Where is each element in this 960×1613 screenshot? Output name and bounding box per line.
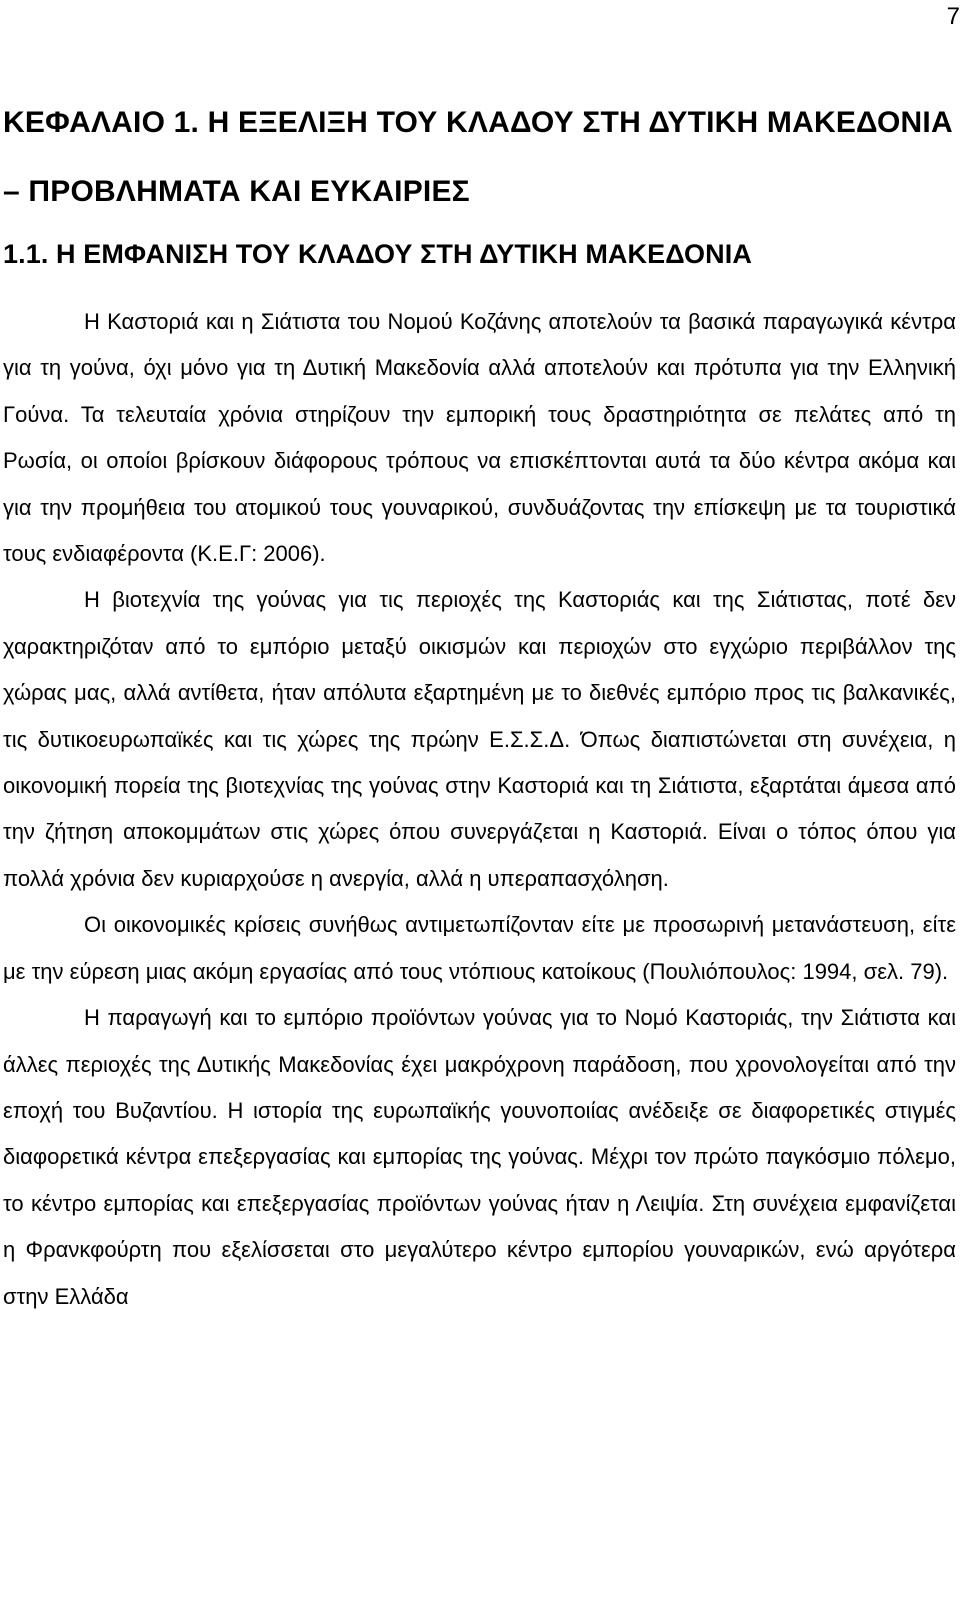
page-number: 7 — [946, 3, 960, 30]
document-content — [3, 88, 956, 1320]
paragraph: Οι οικονομικές κρίσεις συνήθως αντιμετωπίζονταν είτε με προσωρινή μετανάστευση, είτε με την εύρεση μιας ακόμη εργασίας από τους ντόπιους κατοίκους (Πουλιόπουλος: 1994, σελ. 79). — [3, 912, 956, 984]
paragraph: Η βιοτεχνία της γούνας για τις περιοχές της Καστοριάς και της Σιάτιστας, ποτέ δεν χαρακτηριζόταν από το εμπόριο μεταξύ οικισμών και περιοχών στο εγχώριο περιβάλλον της χώρας μας, αλλά αντίθετα, ήταν απόλυτα εξαρτημένη με το διεθνές εμπόριο προς τις βαλκανικές, τις δυτικοευρωπαϊκές και τις χώρες της πρώην Ε.Σ.Σ.Δ. Όπως διαπιστώνεται στη συνέχεια, η οικονομική πορεία της βιοτεχνίας της γούνας στην Καστοριά και τη Σιάτιστα, εξαρτάται άμεσα από την ζήτηση αποκομμάτων στις χώρες όπου συνεργάζεται η Καστοριά. Είναι ο τόπος όπου για πολλά χρόνια δεν κυριαρχούσε η ανεργία, αλλά η υπεραπασχόληση. — [3, 587, 956, 891]
body-text — [3, 299, 956, 1320]
paragraph: Η παραγωγή και το εμπόριο προϊόντων γούνας για το Νομό Καστοριάς, την Σιάτιστα και άλλες περιοχές της Δυτικής Μακεδονίας έχει μακρόχρονη παράδοση, που χρονολογείται από την εποχή του Βυζαντίου. Η ιστορία της ευρωπαϊκής γουνοποιίας ανέδειξε σε διαφορετικές στιγμές διαφορετικά κέντρα επεξεργασίας και εμπορίας της γούνας. Μέχρι τον πρώτο παγκόσμιο πόλεμο, το κέντρο εμπορίας και επεξεργασίας προϊόντων γούνας ήταν η Λειψία. Στη συνέχεια εμφανίζεται η Φρανκφούρτη που εξελίσσεται στο μεγαλύτερο κέντρο εμπορίου γουναρικών, ενώ αργότερα στην Ελλάδα — [3, 1005, 956, 1309]
chapter-title: ΚΕΦΑΛΑΙΟ 1. Η ΕΞΕΛΙΞΗ ΤΟΥ ΚΛΑΔΟΥ ΣΤΗ ΔΥΤΙΚΗ ΜΑΚΕΔΟΝΙΑ – ΠΡΟΒΛΗΜΑΤΑ ΚΑΙ ΕΥΚΑΙΡΙΕΣ — [3, 106, 953, 208]
section-title: 1.1. Η ΕΜΦΑΝΙΣΗ ΤΟΥ ΚΛΑΔΟΥ ΣΤΗ ΔΥΤΙΚΗ ΜΑΚΕΔΟΝΙΑ — [3, 239, 752, 269]
paragraph: Η Καστοριά και η Σιάτιστα του Νομού Κοζάνης αποτελούν τα βασικά παραγωγικά κέντρα για τη γούνα, όχι μόνο για τη Δυτική Μακεδονία αλλά αποτελούν και πρότυπα για την Ελληνική Γούνα. Τα τελευταία χρόνια στηρίζουν την εμπορική τους δραστηριότητα σε πελάτες από τη Ρωσία, οι οποίοι βρίσκουν διάφορους τρόπους να επισκέπτονται αυτά τα δύο κέντρα ακόμα και για την προμήθεια του ατομικού τους γουναρικού, συνδυάζοντας την επίσκεψη με τα τουριστικά τους ενδιαφέροντα (Κ.Ε.Γ: 2006). — [3, 309, 956, 567]
